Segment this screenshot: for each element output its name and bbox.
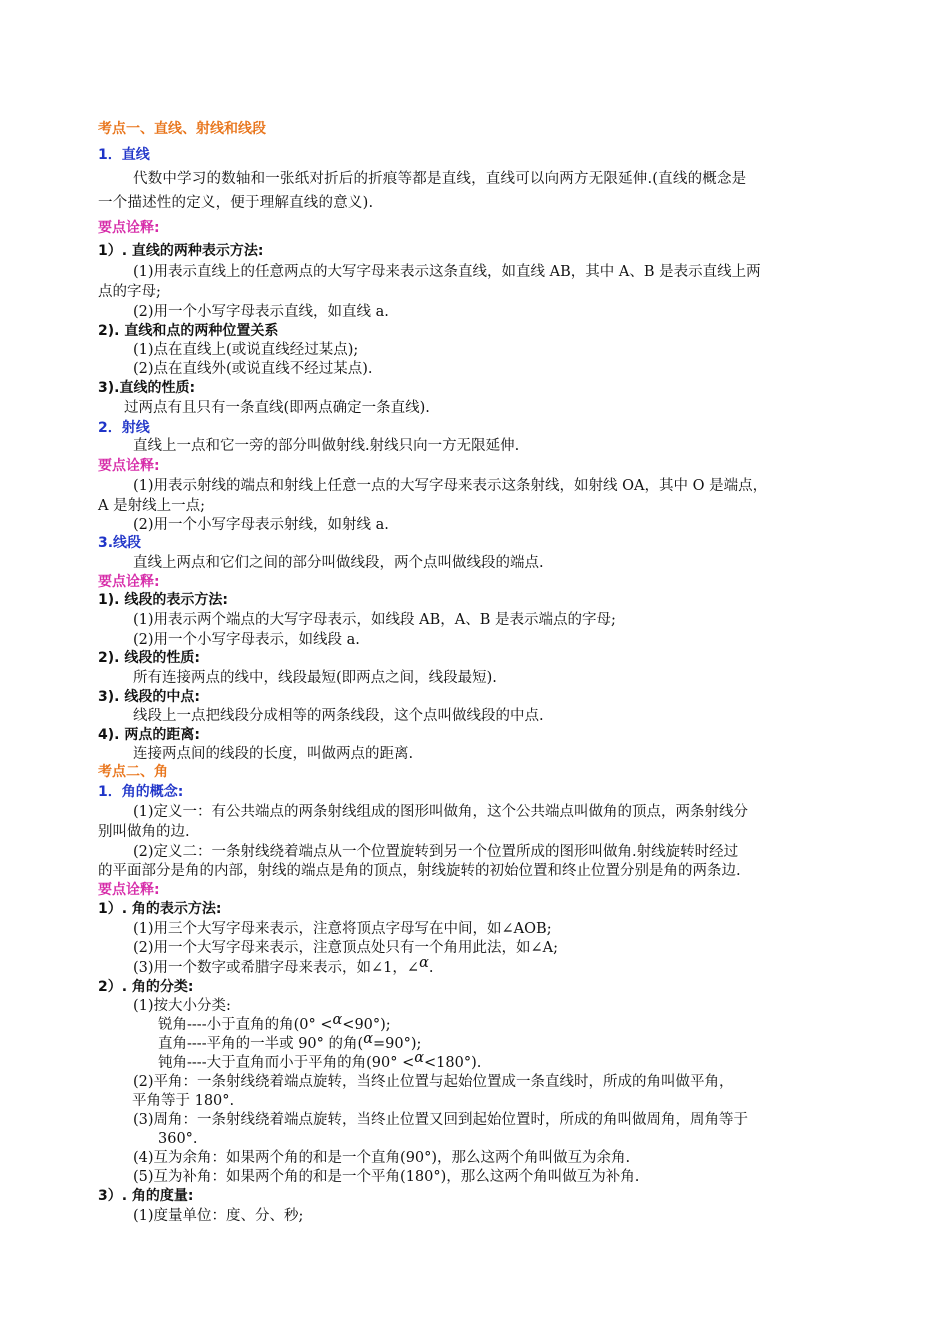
note-label: 要点诠释: (98, 220, 160, 236)
text-line: (2)用一个小写字母表示，如线段 a. (133, 632, 360, 648)
subheading: 2). 直线和点的两种位置关系 (98, 323, 279, 339)
text-segment: (3)用一个数字或希腊字母来表示，如∠1，∠ (133, 960, 420, 976)
text-line-obtuse (158, 1050, 482, 1073)
text-line: A 是射线上一点; (98, 498, 205, 514)
text-line: (1)度量单位：度、分、秒; (133, 1208, 304, 1224)
text-segment: <90°); (342, 1017, 391, 1033)
subheading: 1）. 直线的两种表示方法: (98, 243, 264, 259)
text-line: (1)用表示两个端点的大写字母表示，如线段 AB，A、B 是表示端点的字母; (133, 612, 616, 628)
heading-angle-concept: 1．角的概念: (98, 784, 184, 800)
text-segment: 直角----平角的一半或 90° 的角( (158, 1036, 364, 1052)
text-line: 所有连接两点的线中，线段最短(即两点之间，线段最短). (133, 670, 497, 686)
alpha-symbol: α (363, 1031, 373, 1047)
text-line: 360°. (158, 1131, 198, 1147)
paragraph: 一个描述性的定义，便于理解直线的意义). (98, 195, 374, 211)
text-line: (4)互为余角：如果两个角的和是一个直角(90°)，那么这两个角叫做互为余角. (133, 1150, 631, 1166)
text-line: 别叫做角的边. (98, 824, 190, 840)
subheading: 4). 两点的距离: (98, 727, 200, 743)
subheading: 2）. 角的分类: (98, 979, 194, 995)
section-title-2: 考点二、角 (98, 764, 168, 780)
subheading: 3).直线的性质: (98, 380, 196, 396)
subheading: 1). 线段的表示方法: (98, 592, 228, 608)
text-line: (2)点在直线外(或说直线不经过某点). (133, 361, 373, 377)
text-line: 连接两点间的线段的长度，叫做两点的距离. (133, 746, 414, 762)
text-line: (5)互为补角：如果两个角的和是一个平角(180°)，那么这两个角叫做互为补角. (133, 1169, 640, 1185)
alpha-symbol: α (419, 955, 429, 971)
subheading: 2). 线段的性质: (98, 650, 200, 666)
text-segment: 钝角----大于直角而小于平角的角(90° < (158, 1055, 415, 1071)
text-segment: . (428, 960, 434, 976)
subheading: 1）. 角的表示方法: (98, 901, 222, 917)
heading-ray: 2．射线 (98, 420, 150, 436)
text-line: (1)用表示射线的端点和射线上任意一点的大写字母来表示这条射线，如射线 OA，其中 O 是端点， (133, 478, 768, 494)
heading-segment: 3.线段 (98, 535, 142, 551)
text-line: (2)用一个小写字母表示直线，如直线 a. (133, 304, 389, 320)
text-line: 平角等于 180°. (132, 1093, 235, 1109)
text-line: (2)用一个大写字母来表示，注意顶点处只有一个角用此法，如∠A; (133, 940, 559, 956)
text-line: 过两点有且只有一条直线(即两点确定一条直线). (124, 400, 430, 416)
text-line: (2)定义二：一条射线绕着端点从一个位置旋转到另一个位置所成的图形叫做角.射线旋转时经过 (133, 844, 739, 860)
text-line: 线段上一点把线段分成相等的两条线段，这个点叫做线段的中点. (133, 708, 544, 724)
text-line-acute (158, 1012, 391, 1035)
text-segment: 锐角----小于直角的角(0° < (158, 1017, 333, 1033)
alpha-symbol: α (414, 1050, 425, 1066)
section-title-1: 考点一、直线、射线和线段 (98, 121, 266, 137)
text-line: (1)按大小分类: (133, 998, 231, 1014)
subheading: 3）. 角的度量: (98, 1188, 194, 1204)
text-line: (3)周角：一条射线绕着端点旋转，当终止位置又回到起始位置时，所成的角叫做周角，周角等于 (133, 1112, 749, 1128)
text-line: (2)用一个小写字母表示射线，如射线 a. (133, 517, 389, 533)
text-line: 的平面部分是角的内部，射线的端点是角的顶点，射线旋转的初始位置和终止位置分别是角的两条边. (98, 863, 741, 879)
alpha-symbol: α (332, 1012, 343, 1028)
paragraph: 代数中学习的数轴和一张纸对折后的折痕等都是直线，直线可以向两方无限延伸.(直线的概念是 (133, 171, 747, 187)
text-line-right (158, 1031, 422, 1054)
text-line: 直线上两点和它们之间的部分叫做线段，两个点叫做线段的端点. (133, 555, 544, 571)
note-label: 要点诠释: (98, 882, 160, 898)
heading-line: 1．直线 (98, 147, 150, 163)
text-line: 直线上一点和它一旁的部分叫做射线.射线只向一方无限延伸. (133, 438, 520, 454)
text-line: (1)用三个大写字母来表示，注意将顶点字母写在中间，如∠AOB; (133, 921, 552, 937)
text-line: (1)点在直线上(或说直线经过某点); (133, 342, 359, 358)
subheading: 3). 线段的中点: (98, 689, 200, 705)
text-line: 点的字母; (98, 284, 161, 300)
note-label: 要点诠释: (98, 574, 160, 590)
text-line: (1)定义一：有公共端点的两条射线组成的图形叫做角，这个公共端点叫做角的顶点，两条射线分 (133, 804, 749, 820)
text-line: (1)用表示直线上的任意两点的大写字母来表示这条直线，如直线 AB，其中 A、B 是表示直线上两 (133, 264, 761, 280)
note-label: 要点诠释: (98, 458, 160, 474)
text-segment: =90°); (372, 1036, 422, 1052)
text-segment: <180°). (424, 1055, 482, 1071)
text-line (133, 955, 434, 978)
text-line: (2)平角：一条射线绕着端点旋转，当终止位置与起始位置成一条直线时，所成的角叫做平角， (133, 1074, 734, 1090)
